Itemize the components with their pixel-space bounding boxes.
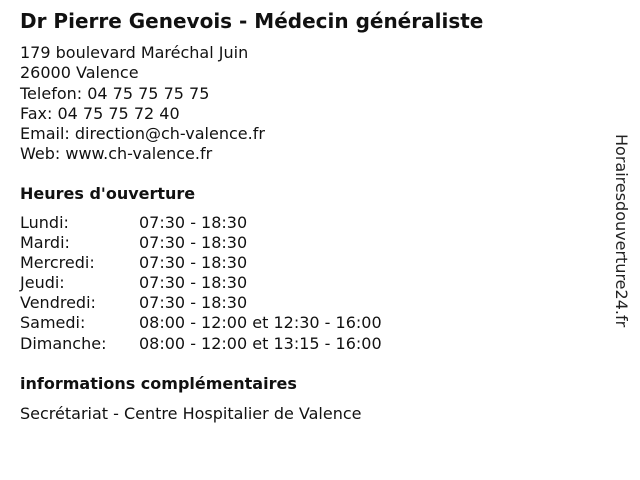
hours-day: Lundi: (20, 213, 69, 232)
hours-row (20, 233, 382, 253)
phone-number[interactable]: Telefon: 04 75 75 75 75 (20, 83, 210, 103)
hours-day: Vendredi: (20, 293, 96, 313)
page-title: Dr Pierre Genevois - Médecin généraliste (20, 9, 484, 33)
info-text: Secrétariat - Centre Hospitalier de Valence (20, 404, 362, 423)
hours-day: Jeudi: (20, 273, 65, 293)
hours-time: 07:30 - 18:30 (139, 293, 248, 313)
hours-time: 07:30 - 18:30 (139, 233, 248, 253)
hours-time: 07:30 - 18:30 (139, 273, 248, 293)
hours-day: Dimanche: (20, 333, 107, 353)
fax-number: Fax: 04 75 75 72 40 (20, 103, 180, 123)
hours-row (20, 334, 382, 354)
hours-row (20, 213, 382, 233)
hours-heading: Heures d'ouverture (20, 184, 196, 203)
hours-row (20, 273, 382, 293)
hours-row (20, 313, 382, 333)
hours-time: 07:30 - 18:30 (139, 213, 248, 232)
hours-row (20, 293, 382, 313)
hours-day: Mercredi: (20, 253, 95, 273)
hours-time: 07:30 - 18:30 (139, 253, 248, 273)
address-street: 179 boulevard Maréchal Juin (20, 43, 249, 62)
hours-table (20, 213, 382, 354)
contact-block (20, 43, 265, 165)
hours-day: Mardi: (20, 233, 70, 253)
hours-row (20, 253, 382, 273)
website-address[interactable]: Web: www.ch-valence.fr (20, 144, 213, 164)
hours-day: Samedi: (20, 313, 86, 333)
site-watermark: Horairesdouverture24.fr (612, 134, 631, 328)
hours-time: 08:00 - 12:00 et 13:15 - 16:00 (139, 333, 382, 353)
info-heading: informations complémentaires (20, 374, 297, 393)
address-city: 26000 Valence (20, 63, 139, 83)
hours-time: 08:00 - 12:00 et 12:30 - 16:00 (139, 313, 382, 333)
email-address[interactable]: Email: direction@ch-valence.fr (20, 124, 265, 144)
